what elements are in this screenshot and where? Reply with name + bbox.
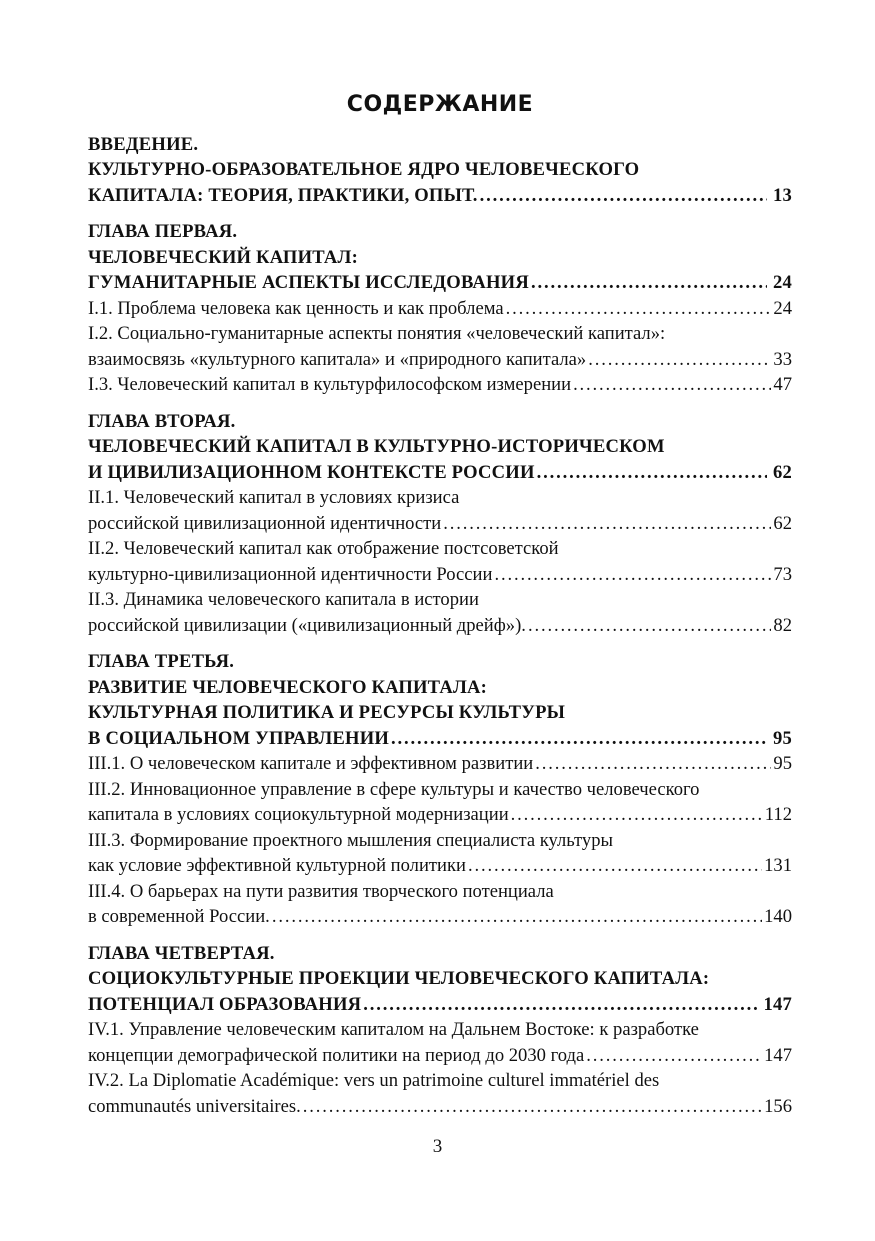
entry-text-line: III.4. О барьерах на пути развития творческого потенциала <box>88 880 554 902</box>
section-heading-line: ВВЕДЕНИЕ. <box>88 133 199 155</box>
page-title: СОДЕРЖАНИЕ <box>346 92 534 117</box>
toc-entry[interactable] <box>88 347 792 373</box>
toc-entry[interactable] <box>88 296 792 322</box>
section-heading-line: ГЛАВА ПЕРВАЯ. <box>88 221 238 242</box>
dot-leader <box>511 802 763 828</box>
dot-leader <box>537 460 767 486</box>
toc-entry[interactable] <box>88 562 792 588</box>
entry-text: III.1. О человеческом капитале и эффективном развитии <box>88 753 534 774</box>
toc-entry[interactable] <box>88 511 792 537</box>
entry-text: I.3. Человеческий капитал в культурфилософском измерении <box>88 374 572 395</box>
section-heading-line: ЧЕЛОВЕЧЕСКИЙ КАПИТАЛ В КУЛЬТУРНО-ИСТОРИЧЕСКОМ <box>88 436 665 457</box>
dot-leader <box>303 1094 762 1120</box>
toc-entry[interactable] <box>88 751 792 777</box>
toc-entry[interactable] <box>88 1094 792 1120</box>
dot-leader <box>272 904 762 930</box>
dot-leader <box>586 1043 762 1069</box>
section-heading-line: КАПИТАЛА: ТЕОРИЯ, ПРАКТИКИ, ОПЫТ. <box>88 184 478 206</box>
dot-leader <box>480 183 767 209</box>
toc-entry[interactable] <box>88 904 792 930</box>
page-ref: 147 <box>763 993 792 1015</box>
section-heading-line: КУЛЬТУРНАЯ ПОЛИТИКА И РЕСУРСЫ КУЛЬТУРЫ <box>88 702 566 723</box>
entry-text-line: II.3. Динамика человеческого капитала в истории <box>88 589 479 610</box>
entry-text: I.1. Проблема человека как ценность и как проблема <box>88 297 504 319</box>
section-heading-line: СОЦИОКУЛЬТУРНЫЕ ПРОЕКЦИИ ЧЕЛОВЕЧЕСКОГО КАПИТАЛА: <box>88 968 710 989</box>
page-ref: 147 <box>764 1044 792 1066</box>
dot-leader <box>573 372 771 398</box>
entry-text-line: II.1. Человеческий капитал в условиях кризиса <box>88 487 460 508</box>
section-heading-line: РАЗВИТИЕ ЧЕЛОВЕЧЕСКОГО КАПИТАЛА: <box>88 676 488 698</box>
entry-text-line: II.2. Человеческий капитал как отображение постсоветской <box>88 538 559 559</box>
page-ref: 47 <box>773 374 792 395</box>
dot-leader <box>443 511 771 537</box>
entry-text: российской цивилизационной идентичности <box>88 512 442 534</box>
toc-section-chapter-2 <box>88 409 792 639</box>
section-heading-line: ГЛАВА ТРЕТЬЯ. <box>88 651 235 672</box>
dot-leader <box>506 296 772 322</box>
entry-text: российской цивилизации («цивилизационный дрейф»). <box>88 614 526 636</box>
page-ref: 112 <box>764 804 792 825</box>
page-ref: 156 <box>764 1095 792 1117</box>
section-heading-line: И ЦИВИЛИЗАЦИОННОМ КОНТЕКСТЕ РОССИИ <box>88 461 535 483</box>
table-of-contents <box>88 92 792 1130</box>
entry-text: как условие эффективной культурной политики <box>88 855 466 876</box>
dot-leader <box>588 347 771 373</box>
section-heading-line: ЧЕЛОВЕЧЕСКИЙ КАПИТАЛ: <box>88 246 358 268</box>
toc-entry[interactable] <box>88 270 792 296</box>
section-heading-line: ГЛАВА ВТОРАЯ. <box>88 410 236 432</box>
toc-entry[interactable] <box>88 613 792 639</box>
toc-entry[interactable] <box>88 1043 792 1069</box>
page-ref: 73 <box>773 563 792 585</box>
entry-text: в современной России. <box>88 906 270 927</box>
entry-text: взаимосвязь «культурного капитала» и «природного капитала» <box>88 348 587 370</box>
toc-entry[interactable] <box>88 992 792 1018</box>
section-heading-line: ГЛАВА ЧЕТВЕРТАЯ. <box>88 942 275 964</box>
toc-entry[interactable] <box>88 853 792 879</box>
page-ref: 24 <box>773 297 792 319</box>
dot-leader <box>468 853 762 879</box>
entry-text-line: III.2. Инновационное управление в сфере культуры и качество человеческого <box>88 778 700 800</box>
page-ref: 33 <box>773 348 792 370</box>
page-ref: 140 <box>764 906 792 927</box>
entry-text-line: I.2. Социально-гуманитарные аспекты понятия «человеческий капитал»: <box>88 323 666 344</box>
toc-section-chapter-1 <box>88 219 792 398</box>
section-heading-line: КУЛЬТУРНО-ОБРАЗОВАТЕЛЬНОЕ ЯДРО ЧЕЛОВЕЧЕСКОГО <box>88 159 640 180</box>
toc-section-intro <box>88 132 792 209</box>
dot-leader <box>363 992 757 1018</box>
page-ref: 82 <box>773 614 792 636</box>
entry-text: капитала в условиях социокультурной модернизации <box>88 804 509 825</box>
dot-leader <box>531 270 767 296</box>
section-heading-line: ГУМАНИТАРНЫЕ АСПЕКТЫ ИССЛЕДОВАНИЯ <box>88 272 529 293</box>
toc-section-chapter-4 <box>88 941 792 1120</box>
entry-text-line: III.3. Формирование проектного мышления специалиста культуры <box>88 829 614 851</box>
entry-text: концепции демографической политики на период до 2030 года <box>88 1044 585 1066</box>
dot-leader <box>535 751 771 777</box>
page-number: 3 <box>432 1136 443 1157</box>
entry-text-line: IV.2. La Diplomatie Académique: vers un patrimoine culturel immatériel des <box>88 1070 660 1091</box>
toc-entry[interactable] <box>88 802 792 828</box>
entry-text: культурно-цивилизационной идентичности России <box>88 563 493 585</box>
entry-text-line: IV.1. Управление человеческим капиталом на Дальнем Востоке: к разработке <box>88 1019 699 1040</box>
page-ref: 95 <box>773 727 792 749</box>
section-heading-line: В СОЦИАЛЬНОМ УПРАВЛЕНИИ <box>88 727 390 749</box>
toc-entry[interactable] <box>88 372 792 398</box>
dot-leader <box>494 562 771 588</box>
section-heading-line: ПОТЕНЦИАЛ ОБРАЗОВАНИЯ <box>88 993 362 1015</box>
toc-section-chapter-3 <box>88 649 792 930</box>
toc-entry[interactable] <box>88 183 792 209</box>
page-ref: 62 <box>773 512 792 534</box>
entry-text: communautés universitaires. <box>88 1095 301 1117</box>
page-ref: 13 <box>773 184 792 206</box>
dot-leader <box>528 613 771 639</box>
toc-entry[interactable] <box>88 726 792 752</box>
page-ref: 24 <box>773 272 792 293</box>
toc-entry[interactable] <box>88 460 792 486</box>
dot-leader <box>391 726 767 752</box>
page-ref: 131 <box>764 855 792 876</box>
page-ref: 95 <box>773 753 792 774</box>
page-ref: 62 <box>773 461 792 483</box>
